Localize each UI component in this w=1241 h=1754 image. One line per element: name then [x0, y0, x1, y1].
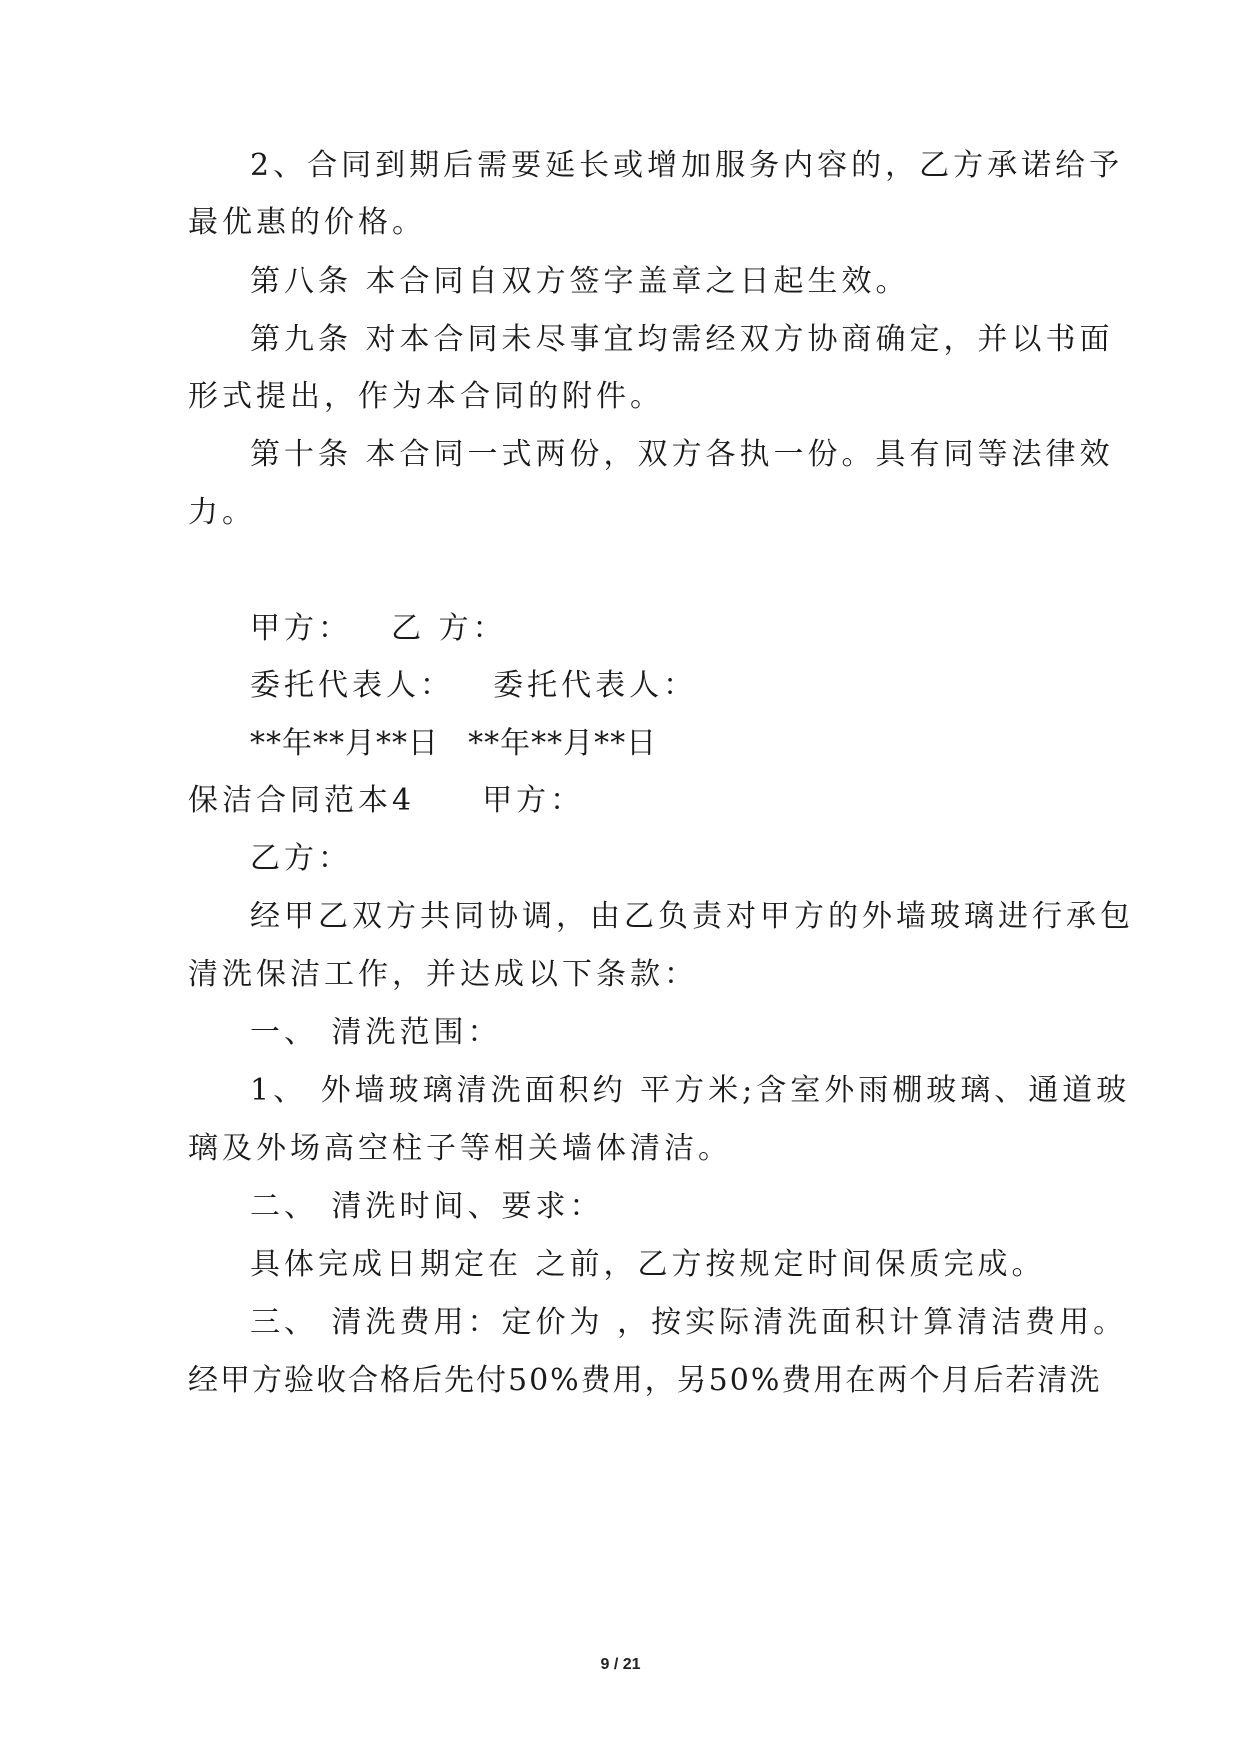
section-3-line: 三、 清洗费用：定价为 ，按实际清洗面积计算清洁费用。 [250, 1305, 1128, 1340]
article-9-line: 形式提出，作为本合同的附件。 [188, 379, 664, 414]
date-a: **年**月**日 [250, 726, 439, 761]
article-10-line: 力。 [188, 495, 256, 530]
article-9-line: 第九条 对本合同未尽事宜均需经双方协商确定，并以书面 [250, 322, 1114, 357]
section-3-line: 经甲方验收合格后先付50%费用，另50%费用在两个月后若清洗 [188, 1363, 1102, 1398]
heading-party-a: 甲方： [482, 783, 585, 818]
article-8: 第八条 本合同自双方签字盖章之日起生效。 [250, 264, 910, 299]
party-a-label: 甲方： [250, 611, 352, 646]
signature-dates [250, 724, 657, 764]
article-10-line: 第十条 本合同一式两份，双方各执一份。具有同等法律效 [250, 437, 1114, 472]
intro-line: 经甲乙双方共同协调，由乙负责对甲方的外墙玻璃进行承包 [250, 899, 1134, 934]
page-number: 9 / 21 [600, 1656, 641, 1673]
section-1-item: 璃及外场高空柱子等相关墙体清洁。 [188, 1131, 732, 1166]
signature-representatives [250, 666, 697, 706]
section-2-heading: 二、 清洗时间、要求： [250, 1189, 604, 1224]
section-2-body: 具体完成日期定在 之前，乙方按规定时间保质完成。 [250, 1247, 1046, 1282]
paragraph-line: 最优惠的价格。 [188, 205, 426, 240]
contract-title: 保洁合同范本4 [188, 783, 416, 818]
paragraph-line: 2、合同到期后需要延长或增加服务内容的，乙方承诺给予 [250, 148, 1124, 183]
contract-heading [188, 781, 584, 821]
signature-parties [250, 609, 507, 649]
intro-line: 清洗保洁工作，并达成以下条款： [188, 957, 698, 992]
section-1-heading: 一、 清洗范围： [250, 1015, 502, 1050]
party-b-label: 乙 方： [391, 611, 507, 646]
rep-a-label: 委托代表人： [250, 668, 454, 703]
date-b: **年**月**日 [468, 726, 658, 761]
party-b: 乙方： [250, 841, 352, 876]
rep-b-label: 委托代表人： [493, 668, 698, 703]
section-1-item: 1、 外墙玻璃清洗面积约 平方米;含室外雨棚玻璃、通道玻 [250, 1073, 1131, 1108]
